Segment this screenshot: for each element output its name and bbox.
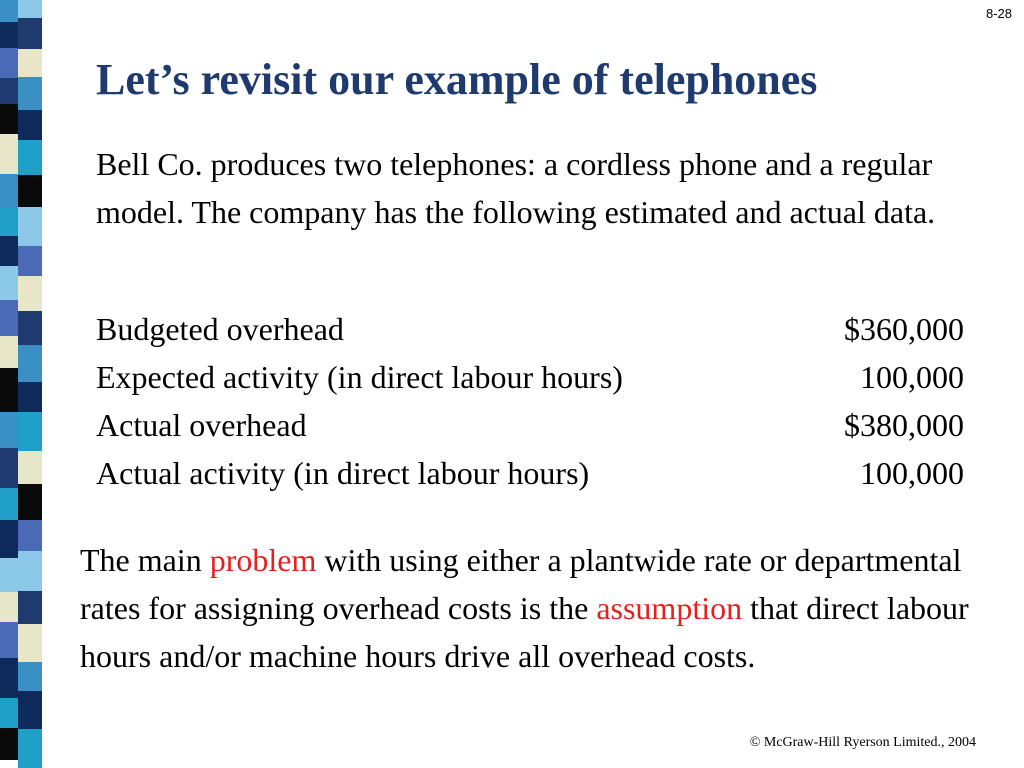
data-label: Budgeted overhead <box>96 311 344 347</box>
summary-text: with using either a plantwide rate or departmental rates for assigning overhead costs is the <box>80 542 962 626</box>
strip-block <box>0 104 18 134</box>
strip-block <box>18 520 42 552</box>
strip-block <box>18 624 42 661</box>
strip-block <box>0 658 18 698</box>
strip-block <box>0 368 18 412</box>
strip-column-right <box>18 0 42 768</box>
data-label: Actual activity (in direct labour hours) <box>96 455 590 491</box>
data-value: $360,000 <box>844 311 964 347</box>
data-row-expected-activity <box>96 353 964 401</box>
data-value: $380,000 <box>844 407 964 443</box>
strip-block <box>18 551 42 590</box>
strip-block <box>18 729 42 768</box>
strip-block <box>0 728 18 760</box>
strip-block <box>18 207 42 246</box>
strip-block <box>18 77 42 110</box>
strip-block <box>0 236 18 266</box>
strip-block <box>0 622 18 658</box>
slide-title: Let’s revisit our example of telephones <box>96 55 818 104</box>
strip-block <box>18 691 42 728</box>
decorative-side-strip <box>0 0 42 768</box>
slide-number: 8-28 <box>985 6 1012 21</box>
strip-block <box>18 49 42 77</box>
strip-block <box>18 412 42 451</box>
strip-block <box>18 246 42 276</box>
strip-block <box>18 18 42 50</box>
strip-block <box>0 208 18 236</box>
copyright-footer: © McGraw-Hill Ryerson Limited., 2004 <box>749 735 976 750</box>
strip-block <box>0 698 18 728</box>
summary-text: The main <box>80 542 210 578</box>
strip-block <box>18 140 42 175</box>
highlight-assumption: assumption <box>596 590 743 626</box>
strip-block <box>0 22 18 48</box>
data-row-budgeted-overhead <box>96 305 964 353</box>
strip-block <box>0 520 18 558</box>
strip-block <box>0 558 18 592</box>
strip-block <box>18 311 42 344</box>
strip-block <box>0 412 18 448</box>
strip-block <box>18 276 42 311</box>
strip-block <box>18 382 42 412</box>
strip-block <box>0 78 18 104</box>
summary-text: that direct labour hours and/or machine hours drive all overhead costs. <box>80 590 969 674</box>
strip-block <box>0 336 18 368</box>
summary-paragraph <box>80 536 1010 680</box>
strip-block <box>0 448 18 488</box>
strip-block <box>18 0 42 18</box>
data-value: 100,000 <box>860 455 964 491</box>
data-row-actual-overhead <box>96 401 964 449</box>
strip-block <box>18 110 42 140</box>
strip-block <box>18 484 42 519</box>
strip-column-left <box>0 0 18 768</box>
data-label: Actual overhead <box>96 407 307 443</box>
strip-block <box>18 451 42 484</box>
strip-block <box>18 175 42 207</box>
strip-block <box>0 0 18 22</box>
overhead-data-table <box>96 305 964 497</box>
strip-block <box>0 488 18 520</box>
strip-block <box>18 662 42 692</box>
data-value: 100,000 <box>860 359 964 395</box>
strip-block <box>18 591 42 624</box>
strip-block <box>0 48 18 78</box>
strip-block <box>0 174 18 208</box>
intro-paragraph: Bell Co. produces two telephones: a cordless phone and a regular model. The company has the following estimated and actual data. <box>96 146 936 230</box>
strip-block <box>0 592 18 622</box>
data-label: Expected activity (in direct labour hours) <box>96 359 623 395</box>
highlight-problem: problem <box>209 542 317 578</box>
data-row-actual-activity <box>96 449 964 497</box>
strip-block <box>0 266 18 300</box>
strip-block <box>0 300 18 336</box>
strip-block <box>18 345 42 382</box>
strip-block <box>0 134 18 174</box>
